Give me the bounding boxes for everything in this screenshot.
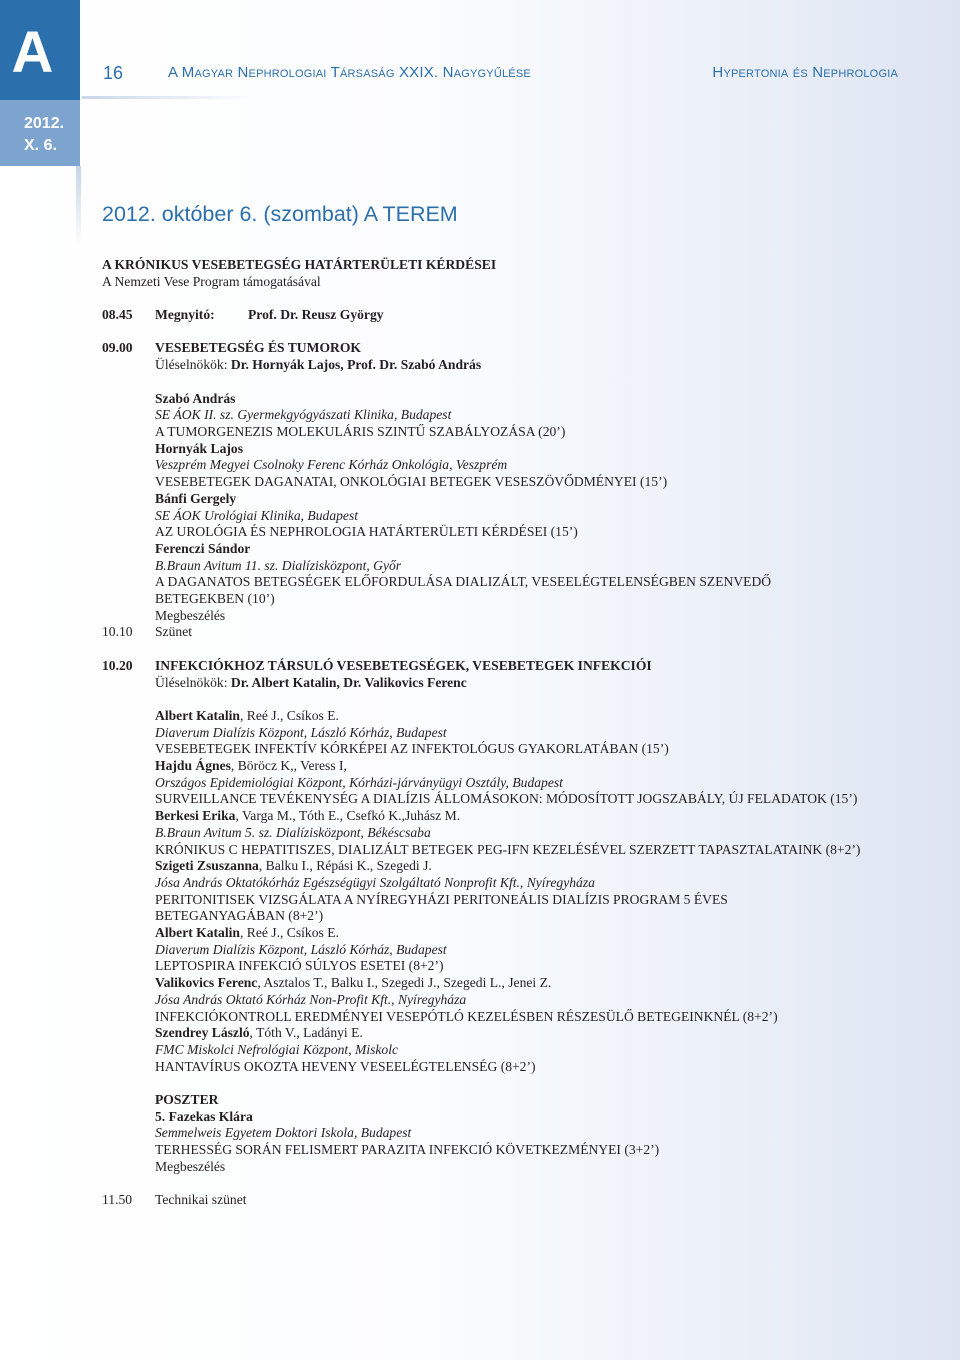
- break-time: 11.50: [102, 1192, 133, 1208]
- session-date-heading: 2012. október 6. (szombat) A TEREM: [102, 202, 458, 226]
- side-date-year: 2012.: [24, 115, 65, 132]
- program-title: A KRÓNIKUS VESEBETEGSÉG HATÁRTERÜLETI KÉRDÉSEI: [102, 257, 497, 272]
- talk-authors: [102, 708, 902, 725]
- talk-author: Szabó András: [155, 390, 236, 406]
- talk-presenter: Albert Katalin: [155, 925, 240, 941]
- talk-coauthors: , Varga M., Tóth E., Csefkó K.,Juhász M.: [235, 808, 461, 824]
- session-time: 10.20: [102, 657, 133, 673]
- talk-title-continued: BETEGEKBEN (10’): [155, 591, 275, 607]
- chairs-names: Dr. Hornyák Lajos, Prof. Dr. Szabó András: [230, 357, 482, 373]
- poster-title: TERHESSÉG SORÁN FELISMERT PARAZITA INFEKCIÓ KÖVETKEZMÉNYEI (3+2’): [155, 1142, 660, 1158]
- poster-affiliation: Semmelweis Egyetem Doktori Iskola, Budapest: [155, 1125, 412, 1141]
- poster-heading: POSZTER: [155, 1092, 219, 1108]
- talk-title-continued: BETEGANYAGÁBAN (8+2’): [155, 908, 324, 924]
- talk-title: HANTAVÍRUS OKOZTA HEVENY VESEELÉGTELENSÉG (8+2’): [155, 1058, 536, 1074]
- opening-name: Prof. Dr. Reusz György: [248, 307, 384, 323]
- talk-authors: [102, 925, 902, 942]
- talk-affiliation: B.Braun Avitum 11. sz. Dialízisközpont, Győr: [155, 557, 402, 573]
- talk-authors: [102, 808, 902, 825]
- session-title: VESEBETEGSÉG ÉS TUMOROK: [155, 340, 361, 356]
- opening-time: 08.45: [102, 307, 133, 323]
- talk-title: AZ UROLÓGIA ÉS NEPHROLOGIA HATÁRTERÜLETI KÉRDÉSEI (15’): [155, 524, 578, 540]
- break-row: [102, 1192, 902, 1209]
- talk-title: A DAGANATOS BETEGSÉGEK ELŐFORDULÁSA DIALIZÁLT, VESEELÉGTELENSÉGBEN SZENVEDŐ: [155, 574, 772, 590]
- talk-author: Bánfi Gergely: [155, 490, 237, 506]
- section-letter: A: [11, 20, 53, 85]
- header-rule: [82, 96, 252, 99]
- break-label: Technikai szünet: [155, 1192, 247, 1208]
- talk-coauthors: , Böröcz K,, Veress I,: [230, 758, 347, 774]
- session-time: 09.00: [102, 340, 133, 356]
- talk-affiliation: Jósa András Oktató Kórház Non-Profit Kft., Nyíregyháza: [155, 991, 467, 1007]
- talk-title: VESEBETEGEK INFEKTÍV KÓRKÉPEI AZ INFEKTOLÓGUS GYAKORLATÁBAN (15’): [155, 741, 669, 757]
- talk-coauthors: , Tóth V., Ladányi E.: [249, 1025, 363, 1041]
- talk-affiliation: SE ÁOK Urológiai Klinika, Budapest: [155, 507, 359, 523]
- talk-title: LEPTOSPIRA INFEKCIÓ SÚLYOS ESETEI (8+2’): [155, 958, 444, 974]
- talk-affiliation: Diaverum Dialízis Központ, László Kórház, Budapest: [155, 724, 447, 740]
- talk-authors: [102, 1025, 902, 1042]
- talk-title: PERITONITISEK VIZSGÁLATA A NYÍREGYHÁZI PERITONEÁLIS DIALÍZIS PROGRAM 5 ÉVES: [155, 891, 728, 907]
- talk-presenter: Szendrey László: [155, 1025, 250, 1041]
- side-date-block: [0, 100, 80, 166]
- talk-presenter: Berkesi Erika: [155, 808, 236, 824]
- session-heading: [102, 340, 902, 357]
- session-chairs: [102, 675, 902, 692]
- chairs-names: Dr. Albert Katalin, Dr. Valikovics Ferenc: [230, 674, 467, 690]
- talk-presenter: Valikovics Ferenc: [155, 975, 258, 991]
- section-letter-block: [0, 0, 80, 100]
- talk-authors: [102, 975, 902, 992]
- talk-author: Ferenczi Sándor: [155, 540, 251, 556]
- talk-coauthors: , Reé J., Csíkos E.: [239, 925, 339, 941]
- talk-presenter: Hajdu Ágnes: [155, 758, 231, 774]
- side-divider: [76, 166, 81, 246]
- talk-authors: [102, 858, 902, 875]
- poster-presenter: 5. Fazekas Klára: [155, 1108, 253, 1124]
- session-heading: [102, 658, 902, 675]
- side-date-day: X. 6.: [24, 137, 57, 154]
- talk-affiliation: Országos Epidemiológiai Központ, Kórházi-járványügyi Osztály, Budapest: [155, 774, 563, 790]
- running-head-journal: Hypertonia és Nephrologia: [712, 64, 898, 81]
- running-head-society: A Magyar Nephrologiai Társaság XXIX. Nagygyűlése: [168, 64, 531, 81]
- talk-coauthors: , Asztalos T., Balku I., Szegedi J., Szegedi L., Jenei Z.: [257, 975, 552, 991]
- break-time: 10.10: [102, 624, 133, 640]
- program-subtitle: A Nemzeti Vese Program támogatásával: [102, 273, 321, 289]
- opening-label: Megnyitó:: [155, 307, 215, 323]
- talk-affiliation: SE ÁOK II. sz. Gyermekgyógyászati Klinika, Budapest: [155, 407, 452, 423]
- talk-presenter: Albert Katalin: [155, 707, 240, 723]
- talk-affiliation: Veszprém Megyei Csolnoky Ferenc Kórház Onkológia, Veszprém: [155, 457, 508, 473]
- talk-title: A TUMORGENEZIS MOLEKULÁRIS SZINTŰ SZABÁLYOZÁSA (20’): [155, 423, 566, 439]
- talk-title: SURVEILLANCE TEVÉKENYSÉG A DIALÍZIS ÁLLOMÁSOKON: MÓDOSÍTOTT JOGSZABÁLY, ÚJ FELADATOK (15’): [155, 791, 858, 807]
- talk-affiliation: FMC Miskolci Nefrológiai Központ, Miskolc: [155, 1041, 399, 1057]
- talk-affiliation: Diaverum Dialízis Központ, László Kórház, Budapest: [155, 941, 447, 957]
- talk-presenter: Szigeti Zsuszanna: [155, 858, 259, 874]
- talk-title: KRÓNIKUS C HEPATITISZES, DIALIZÁLT BETEGEK PEG-IFN KEZELÉSÉVEL SZERZETT TAPASZTALATAINK (8+2’): [155, 841, 861, 857]
- page-number: 16: [103, 63, 124, 83]
- discussion: Megbeszélés: [155, 607, 226, 623]
- talk-affiliation: B.Braun Avitum 5. sz. Dialízisközpont, Békéscsaba: [155, 824, 431, 840]
- break-label: Szünet: [155, 624, 192, 640]
- talk-coauthors: , Balku I., Répási K., Szegedi J.: [258, 858, 432, 874]
- talk-coauthors: , Reé J., Csíkos E.: [239, 707, 339, 723]
- session-title: INFEKCIÓKHOZ TÁRSULÓ VESEBETEGSÉGEK, VESEBETEGEK INFEKCIÓI: [155, 657, 652, 673]
- talk-affiliation: Jósa András Oktatókórház Egészségügyi Szolgáltató Nonprofit Kft., Nyíregyháza: [155, 874, 595, 890]
- program-content: [102, 257, 902, 1209]
- break-row: [102, 624, 902, 641]
- talk-title: INFEKCIÓKONTROLL EREDMÉNYEI VESEPÓTLÓ KEZELÉSBEN RÉSZESÜLŐ BETEGEINKNÉL (8+2’): [155, 1008, 778, 1024]
- session-chairs: [102, 357, 902, 374]
- discussion: Megbeszélés: [155, 1158, 226, 1174]
- talk-author: Hornyák Lajos: [155, 440, 243, 456]
- talk-title: VESEBETEGEK DAGANATAI, ONKOLÓGIAI BETEGEK VESESZÖVŐDMÉNYEI (15’): [155, 474, 668, 490]
- talk-authors: [102, 758, 902, 775]
- opening-row: [102, 307, 902, 324]
- chairs-label: Üléselnökök:: [155, 674, 231, 690]
- chairs-label: Üléselnökök:: [155, 357, 231, 373]
